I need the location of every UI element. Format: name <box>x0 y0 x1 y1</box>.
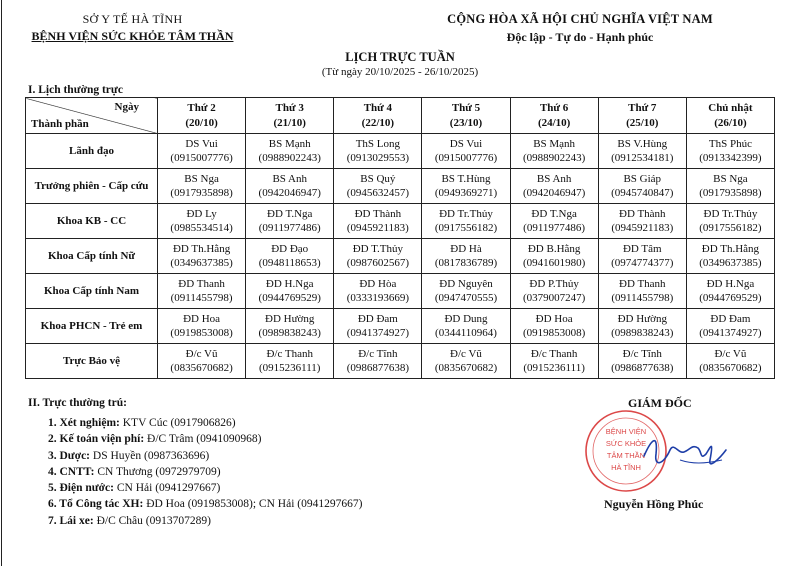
staff-name: ĐD Đam <box>710 312 751 325</box>
roster-row <box>26 169 775 204</box>
roster-cell <box>598 134 686 169</box>
day-date: (26/10) <box>714 116 747 129</box>
staff-phone: (0915007776) <box>434 152 498 164</box>
staff-name: BS Anh <box>272 172 307 185</box>
day-name: Thứ 5 <box>451 102 481 114</box>
staff-phone: (0919853008) <box>522 327 586 339</box>
svg-text:HÀ TĨNH: HÀ TĨNH <box>611 463 641 472</box>
day-name: Thứ 4 <box>363 102 392 114</box>
roster-cell <box>422 309 510 344</box>
roster-cell <box>334 309 422 344</box>
national-header <box>395 12 765 45</box>
roster-row <box>26 309 775 344</box>
staff-phone: (0911455798) <box>611 292 674 304</box>
section-2-heading: II. Trực thường trú: <box>28 397 127 409</box>
resident-duty-item <box>48 448 362 464</box>
resident-duty-item <box>48 415 362 431</box>
roster-cell <box>598 239 686 274</box>
staff-phone: (0974774377) <box>611 257 674 269</box>
day-header <box>422 98 510 134</box>
staff-phone: (0985534514) <box>170 222 233 234</box>
resident-duty-item <box>48 496 362 512</box>
staff-phone: (0945740847) <box>611 187 674 199</box>
director-name: Nguyễn Hồng Phúc <box>604 497 704 511</box>
director-title: GIÁM ĐỐC <box>628 396 692 410</box>
staff-phone: (0945921183) <box>346 222 409 234</box>
staff-name: ĐD T.Nga <box>267 207 313 220</box>
staff-phone: (0911977486) <box>258 222 321 234</box>
roster-cell <box>686 239 774 274</box>
staff-name: ĐD Hòa <box>359 277 397 290</box>
staff-phone: (0817836789) <box>434 257 498 269</box>
resident-duty-item <box>48 431 362 447</box>
staff-name: ĐD Hoa <box>535 312 573 325</box>
roster-cell <box>422 169 510 204</box>
duty-label: 4. CNTT: <box>48 465 95 478</box>
svg-text:BỆNH VIỆN: BỆNH VIỆN <box>605 427 647 436</box>
day-name: Thứ 6 <box>539 102 569 114</box>
staff-phone: (0911977486) <box>523 222 586 234</box>
roster-row <box>26 274 775 309</box>
day-date: (23/10) <box>449 116 483 129</box>
day-header <box>334 98 422 134</box>
staff-phone: (0949369271) <box>434 187 498 199</box>
roster-cell <box>510 169 598 204</box>
staff-name: ĐD Hoa <box>183 312 221 325</box>
duty-label: 1. Xét nghiệm: <box>48 417 120 429</box>
hospital-name: BỆNH VIỆN SỨC KHỎE TÂM THẦN <box>31 29 234 43</box>
corner-label-day: Ngày <box>114 101 139 113</box>
duty-value: Đ/C Châu (0913707289) <box>96 514 211 527</box>
staff-phone: (0948118653) <box>258 257 321 269</box>
staff-phone: (0986877638) <box>346 362 410 374</box>
duty-label: 3. Dược: <box>48 449 91 462</box>
day-date: (24/10) <box>537 116 571 129</box>
roster-cell <box>158 169 246 204</box>
staff-phone: (0988902243) <box>522 152 586 164</box>
roster-row <box>26 344 775 379</box>
staff-phone: (0835670682) <box>434 362 498 374</box>
roster-cell <box>598 344 686 379</box>
roster-cell <box>422 134 510 169</box>
day-header <box>246 98 334 134</box>
day-name: Thứ 3 <box>275 102 304 114</box>
staff-name: ĐD Tr.Thủy <box>703 207 758 220</box>
resident-duty-list <box>48 415 362 529</box>
corner-label-role: Thành phần <box>31 117 89 130</box>
roster-cell <box>510 274 598 309</box>
national-motto: Độc lập - Tự do - Hạnh phúc <box>506 30 654 44</box>
roster-cell <box>686 274 774 309</box>
roster-cell <box>246 169 334 204</box>
staff-name: DS Vui <box>449 137 483 150</box>
roster-cell <box>686 344 774 379</box>
staff-name: BS T.Hùng <box>441 172 491 185</box>
staff-name: BS Quý <box>360 172 396 185</box>
staff-phone: (0944769529) <box>699 292 762 304</box>
staff-name: Đ/c Tĩnh <box>622 347 662 360</box>
roster-cell <box>246 204 334 239</box>
staff-name: BS Anh <box>536 172 572 185</box>
roster-role-label: Khoa KB - CC <box>26 204 158 239</box>
page-left-border <box>1 0 2 566</box>
staff-phone: (0986877638) <box>611 362 674 374</box>
day-date: (21/10) <box>273 116 306 129</box>
staff-phone: (0333193669) <box>346 292 410 304</box>
staff-phone: (0941601980) <box>522 257 586 269</box>
staff-name: BS Nga <box>713 172 748 185</box>
staff-name: BS Mạnh <box>533 137 576 150</box>
day-name: Thứ 2 <box>187 102 216 114</box>
roster-cell <box>510 344 598 379</box>
staff-phone: (0349637385) <box>170 257 233 269</box>
roster-row <box>26 239 775 274</box>
roster-cell <box>158 274 246 309</box>
staff-phone: (0835670682) <box>699 362 762 374</box>
staff-phone: (0915007776) <box>170 152 233 164</box>
roster-cell <box>510 134 598 169</box>
staff-phone: (0987602567) <box>346 257 410 269</box>
staff-phone: (0917556182) <box>434 222 498 234</box>
roster-cell <box>598 204 686 239</box>
roster-cell <box>246 274 334 309</box>
staff-phone: (0919853008) <box>170 327 233 339</box>
staff-phone: (0988902243) <box>258 152 321 164</box>
staff-name: ĐD Th.Hằng <box>701 242 760 255</box>
roster-role-label: Khoa Cấp tính Nữ <box>26 239 158 274</box>
staff-name: ĐD H.Nga <box>265 277 314 290</box>
staff-phone: (0349637385) <box>699 257 762 269</box>
staff-name: ĐD Nguyên <box>439 277 493 290</box>
staff-name: ĐD T.Thủy <box>352 242 403 255</box>
roster-cell <box>158 344 246 379</box>
staff-name: ĐD Th.Hằng <box>172 242 231 255</box>
staff-name: BS Giáp <box>623 172 662 185</box>
staff-phone: (0944769529) <box>258 292 321 304</box>
staff-name: ThS Long <box>355 137 400 150</box>
roster-cell <box>334 274 422 309</box>
staff-name: BS V.Hùng <box>617 137 668 150</box>
staff-phone: (0912534181) <box>611 152 674 164</box>
staff-name: Đ/c Vũ <box>185 347 218 360</box>
staff-phone: (0945921183) <box>611 222 674 234</box>
staff-phone: (0989838243) <box>258 327 321 339</box>
day-header <box>510 98 598 134</box>
roster-role-label: Khoa PHCN - Trẻ em <box>26 309 158 344</box>
staff-phone: (0913342399) <box>699 152 762 164</box>
staff-phone: (0913029553) <box>346 152 410 164</box>
roster-cell <box>686 309 774 344</box>
date-range: (Từ ngày 20/10/2025 - 26/10/2025) <box>321 66 479 78</box>
duty-value: CN Hải (0941297667) <box>116 482 221 495</box>
svg-text:SỨC KHỎE: SỨC KHỎE <box>605 439 647 448</box>
roster-cell <box>334 344 422 379</box>
roster-cell <box>246 134 334 169</box>
day-header <box>598 98 686 134</box>
duty-value: Đ/C Trâm (0941090968) <box>147 433 262 446</box>
staff-name: ĐD Thanh <box>178 277 225 290</box>
roster-cell <box>422 239 510 274</box>
roster-cell <box>422 204 510 239</box>
staff-name: DS Vui <box>185 137 218 150</box>
staff-phone: (0911455798) <box>170 292 233 304</box>
roster-cell <box>334 239 422 274</box>
roster-cell <box>510 309 598 344</box>
duty-label: 5. Điện nước: <box>48 482 114 495</box>
staff-name: ĐD Tâm <box>622 242 662 255</box>
staff-name: ĐD Hà <box>450 242 482 255</box>
staff-name: ĐD Thành <box>354 207 402 220</box>
day-date: (25/10) <box>626 116 659 129</box>
duty-value: ĐD Hoa (0919853008); CN Hải (0941297667) <box>146 498 363 511</box>
roster-cell <box>686 134 774 169</box>
roster-cell <box>510 204 598 239</box>
roster-corner-cell <box>26 98 158 134</box>
roster-cell <box>598 169 686 204</box>
document-title: LỊCH TRỰC TUẦN <box>345 50 455 64</box>
staff-phone: (0917556182) <box>699 222 762 234</box>
section-1-heading: I. Lịch thường trực <box>28 84 123 96</box>
staff-phone: (0945632457) <box>346 187 410 199</box>
roster-cell <box>158 134 246 169</box>
resident-duty-item <box>48 480 362 496</box>
roster-cell <box>598 309 686 344</box>
staff-phone: (0917935898) <box>699 187 762 199</box>
duty-label: 6. Tổ Công tác XH: <box>48 498 144 511</box>
roster-cell <box>598 274 686 309</box>
staff-phone: (0915236111) <box>523 362 585 374</box>
staff-name: ĐD B.Hằng <box>527 242 581 255</box>
roster-cell <box>334 169 422 204</box>
roster-role-label: Khoa Cấp tính Nam <box>26 274 158 309</box>
day-date: (20/10) <box>185 116 218 129</box>
duty-label: 7. Lái xe: <box>48 514 94 527</box>
roster-header-row <box>26 98 775 134</box>
staff-phone: (0941374927) <box>699 327 762 339</box>
staff-name: ĐD Đam <box>357 312 398 325</box>
staff-name: ThS Phúc <box>708 137 752 150</box>
roster-cell <box>158 309 246 344</box>
staff-name: ĐD Thành <box>619 207 666 220</box>
staff-name: ĐD Hường <box>265 312 315 325</box>
roster-cell <box>158 239 246 274</box>
roster-cell <box>686 169 774 204</box>
staff-phone: (0942046947) <box>258 187 321 199</box>
nation-name: CỘNG HÒA XÃ HỘI CHỦ NGHĨA VIỆT NAM <box>447 12 713 26</box>
roster-cell <box>246 309 334 344</box>
day-name: Chủ nhật <box>708 102 753 114</box>
roster-cell <box>422 344 510 379</box>
roster-cell <box>422 274 510 309</box>
day-header <box>686 98 774 134</box>
roster-row <box>26 134 775 169</box>
roster-cell <box>686 204 774 239</box>
staff-name: ĐD Dung <box>444 312 488 325</box>
roster-cell <box>246 239 334 274</box>
director-signature <box>640 420 730 480</box>
svg-text:TÂM THẦN: TÂM THẦN <box>606 451 646 460</box>
staff-name: Đ/c Thanh <box>266 347 313 360</box>
duty-label: 2. Kế toán viện phí: <box>48 433 145 446</box>
issuing-authority <box>0 12 265 44</box>
staff-phone: (0917935898) <box>170 187 233 199</box>
staff-name: ĐD Hường <box>617 312 667 325</box>
staff-name: ĐD P.Thủy <box>529 277 579 290</box>
roster-cell <box>246 344 334 379</box>
staff-name: ĐD Thanh <box>619 277 666 290</box>
duty-value: KTV Cúc (0917906826) <box>122 417 236 429</box>
duty-value: DS Huyền (0987363696) <box>92 449 210 462</box>
day-header <box>158 98 246 134</box>
staff-name: BS Mạnh <box>268 137 311 150</box>
roster-cell <box>510 239 598 274</box>
roster-cell <box>334 134 422 169</box>
department-name: SỞ Y TẾ HÀ TĨNH <box>82 12 183 26</box>
roster-role-label: Trưởng phiên - Cấp cứu <box>26 169 158 204</box>
staff-name: ĐD T.Nga <box>531 207 577 220</box>
staff-name: Đ/c Thanh <box>530 347 578 360</box>
resident-duty-item <box>48 513 362 529</box>
roster-cell <box>158 204 246 239</box>
roster-cell <box>334 204 422 239</box>
staff-name: ĐD Đạo <box>271 242 309 255</box>
resident-duty-item <box>48 464 362 480</box>
staff-name: BS Nga <box>184 172 219 185</box>
staff-phone: (0915236111) <box>258 362 321 374</box>
staff-phone: (0379007247) <box>522 292 586 304</box>
staff-phone: (0941374927) <box>346 327 410 339</box>
day-name: Thứ 7 <box>628 102 657 114</box>
staff-name: Đ/c Tĩnh <box>358 347 398 360</box>
staff-name: Đ/c Vũ <box>714 347 747 360</box>
staff-name: ĐD H.Nga <box>706 277 755 290</box>
duty-roster-table <box>25 97 775 379</box>
staff-phone: (0835670682) <box>170 362 233 374</box>
staff-phone: (0989838243) <box>611 327 674 339</box>
roster-body <box>26 134 775 379</box>
staff-name: Đ/c Vũ <box>450 347 482 360</box>
staff-phone: (0344110964) <box>435 327 497 339</box>
staff-phone: (0947470555) <box>434 292 498 304</box>
duty-value: CN Thương (0972979709) <box>97 465 221 478</box>
staff-phone: (0942046947) <box>522 187 586 199</box>
day-date: (22/10) <box>361 116 395 129</box>
roster-role-label: Lãnh đạo <box>26 134 158 169</box>
document-title-block <box>0 50 800 78</box>
staff-name: ĐD Tr.Thủy <box>439 207 493 220</box>
staff-name: ĐD Ly <box>186 207 217 220</box>
roster-row <box>26 204 775 239</box>
roster-role-label: Trực Bảo vệ <box>26 344 158 379</box>
